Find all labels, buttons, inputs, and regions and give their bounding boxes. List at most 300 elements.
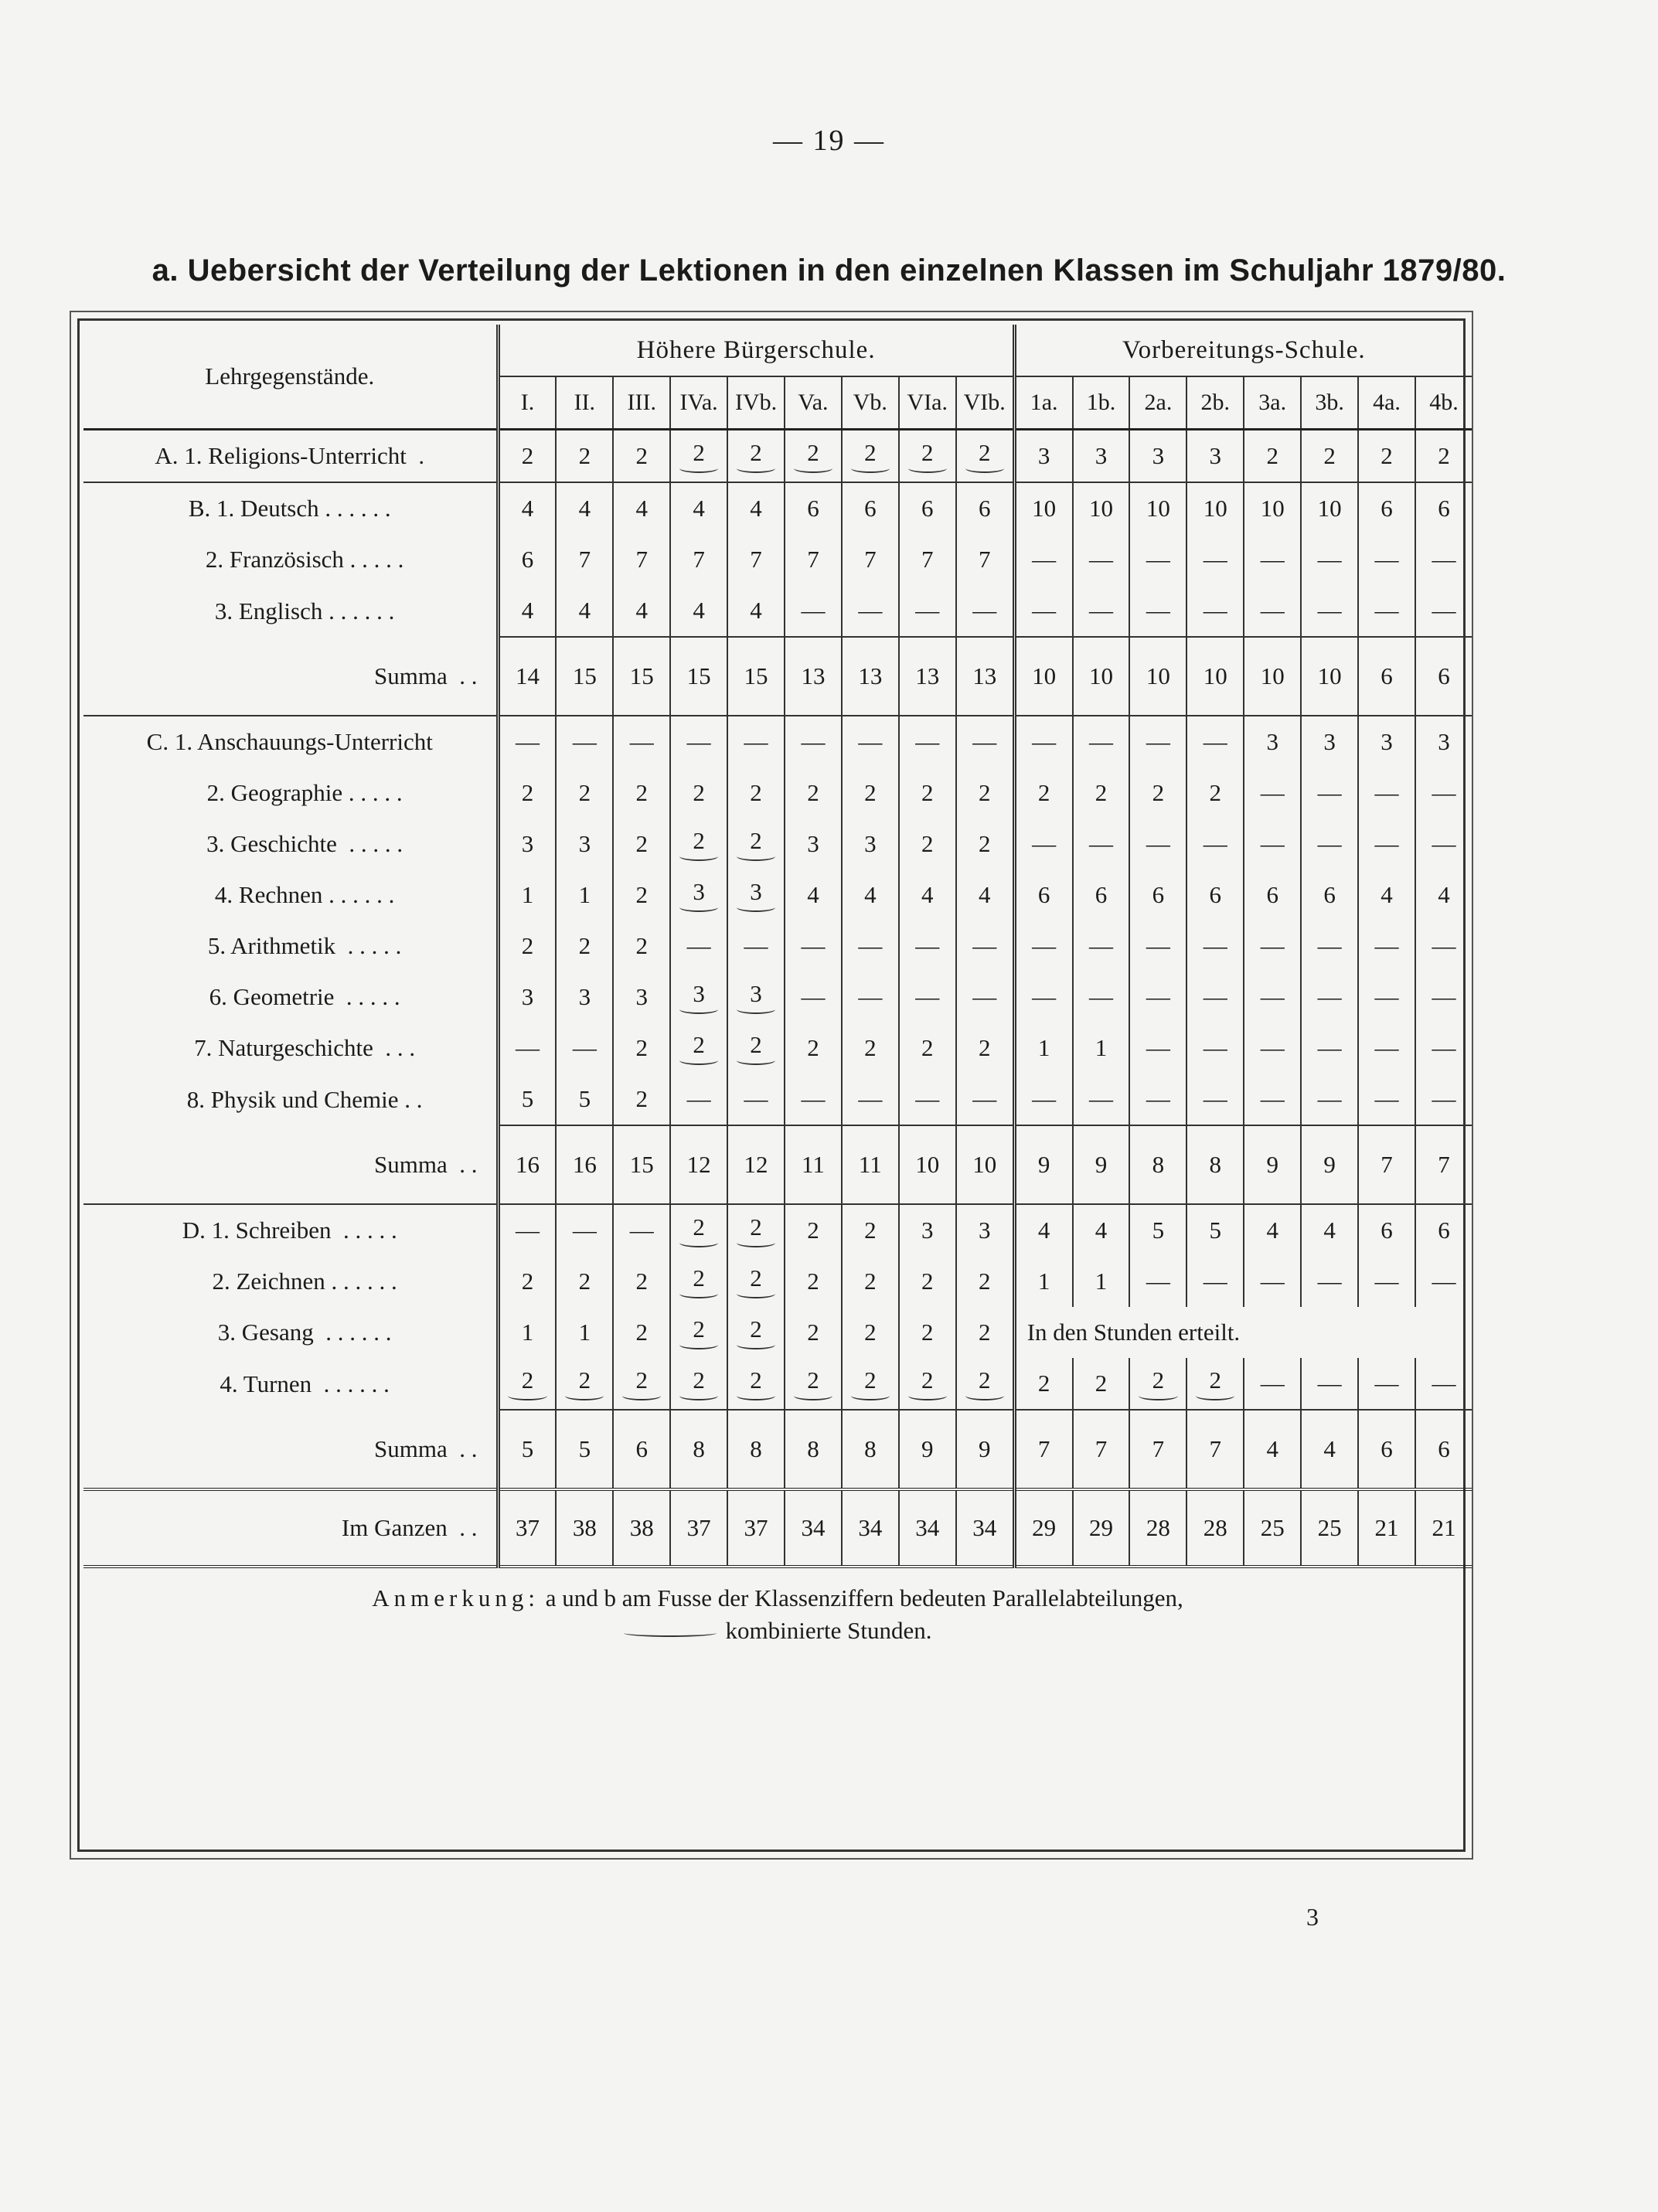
value-cell: 2	[1014, 1358, 1072, 1410]
value-cell: 2	[899, 818, 956, 869]
value-cell: 6	[1358, 637, 1415, 716]
value-cell: 2	[670, 1256, 727, 1307]
value-cell: —	[1129, 972, 1186, 1023]
value-cell: 29	[1014, 1489, 1072, 1567]
value-cell: 8	[785, 1410, 842, 1489]
value-cell: —	[956, 585, 1014, 637]
value-cell: —	[956, 921, 1014, 972]
combined-lesson-brace	[624, 1629, 717, 1637]
value-cell: 2	[670, 818, 727, 869]
value-cell: 2	[613, 1358, 670, 1410]
value-cell: 10	[899, 1125, 956, 1204]
value-cell: 16	[556, 1125, 613, 1204]
value-cell: 2	[556, 1256, 613, 1307]
value-cell: 2	[1014, 767, 1072, 818]
value-cell: 2	[899, 767, 956, 818]
value-cell: 25	[1301, 1489, 1358, 1567]
value-cell: 7	[1358, 1125, 1415, 1204]
class-header: 4b.	[1415, 376, 1472, 430]
value-cell: 4	[1014, 1204, 1072, 1256]
value-cell: —	[556, 1023, 613, 1074]
value-cell: —	[1358, 1256, 1415, 1307]
table-row	[83, 1307, 1472, 1358]
value-cell: —	[842, 585, 899, 637]
value-cell: 3	[556, 818, 613, 869]
value-cell: —	[956, 972, 1014, 1023]
value-cell: —	[1014, 921, 1072, 972]
value-cell: 2	[842, 1256, 899, 1307]
value-cell: 21	[1415, 1489, 1472, 1567]
value-cell: 2	[956, 767, 1014, 818]
value-cell: 2	[727, 767, 785, 818]
value-cell: —	[498, 1023, 556, 1074]
value-cell: —	[1244, 534, 1301, 585]
value-cell: 10	[1301, 482, 1358, 534]
class-header: II.	[556, 376, 613, 430]
value-cell: 2	[899, 430, 956, 483]
value-cell: —	[1301, 534, 1358, 585]
value-cell: —	[1073, 1074, 1130, 1125]
value-cell: 1	[498, 869, 556, 921]
value-cell: 9	[1244, 1125, 1301, 1204]
summa-row	[83, 637, 1472, 716]
value-cell: 6	[613, 1410, 670, 1489]
value-cell: 5	[498, 1074, 556, 1125]
value-cell: —	[785, 716, 842, 767]
value-cell: 2	[842, 1023, 899, 1074]
summa-label: Im Ganzen . .	[83, 1489, 498, 1567]
value-cell: 10	[1073, 482, 1130, 534]
value-cell: 6	[956, 482, 1014, 534]
subject-label: D. 1. Schreiben . . . . .	[83, 1204, 498, 1256]
value-cell: 2	[956, 1307, 1014, 1358]
value-cell: —	[1244, 818, 1301, 869]
value-cell: 2	[670, 767, 727, 818]
table-row	[83, 1204, 1472, 1256]
value-cell: —	[498, 1204, 556, 1256]
value-cell: 4	[498, 482, 556, 534]
class-header: Vb.	[842, 376, 899, 430]
value-cell: 7	[556, 534, 613, 585]
value-cell: —	[899, 972, 956, 1023]
value-cell: 2	[727, 1256, 785, 1307]
value-cell: 2	[842, 1307, 899, 1358]
value-cell: 3	[842, 818, 899, 869]
value-cell: 34	[899, 1489, 956, 1567]
subject-label: 3. Gesang . . . . . .	[188, 1319, 392, 1346]
value-cell: —	[1073, 585, 1130, 637]
value-cell: —	[842, 1074, 899, 1125]
value-cell: 10	[1129, 482, 1186, 534]
value-cell: 2	[498, 1256, 556, 1307]
value-cell: 2	[1186, 1358, 1244, 1410]
class-header: 2b.	[1186, 376, 1244, 430]
value-cell: —	[1073, 818, 1130, 869]
value-cell: 2	[727, 1358, 785, 1410]
value-cell: 6	[1415, 1410, 1472, 1489]
value-cell: 2	[785, 1358, 842, 1410]
value-cell: 2	[670, 1307, 727, 1358]
value-cell: 28	[1186, 1489, 1244, 1567]
value-cell: 12	[670, 1125, 727, 1204]
value-cell: 5	[1186, 1204, 1244, 1256]
value-cell: —	[1014, 1074, 1072, 1125]
value-cell: 10	[1073, 637, 1130, 716]
value-cell: —	[1244, 1074, 1301, 1125]
value-cell: 2	[556, 767, 613, 818]
value-cell: —	[1301, 1023, 1358, 1074]
value-cell: 2	[613, 1256, 670, 1307]
value-cell: —	[1014, 585, 1072, 637]
value-cell: 15	[727, 637, 785, 716]
value-cell: 28	[1129, 1489, 1186, 1567]
value-cell: 3	[498, 818, 556, 869]
value-cell: —	[1073, 972, 1130, 1023]
summa-label: Summa . .	[374, 662, 478, 689]
table-row	[83, 1023, 1472, 1074]
value-cell: —	[1244, 1023, 1301, 1074]
value-cell: —	[1073, 921, 1130, 972]
value-cell: —	[613, 716, 670, 767]
value-cell: —	[1073, 534, 1130, 585]
value-cell: 8	[842, 1410, 899, 1489]
value-cell: 8	[1129, 1125, 1186, 1204]
value-cell: 2	[956, 430, 1014, 483]
value-cell: —	[1129, 585, 1186, 637]
value-cell: 10	[1244, 482, 1301, 534]
value-cell: —	[1358, 972, 1415, 1023]
table-row	[83, 972, 1472, 1023]
value-cell: 2	[613, 430, 670, 483]
value-cell: —	[1014, 716, 1072, 767]
value-cell: 15	[556, 637, 613, 716]
subject-label: A. 1. Religions-Unterricht .	[83, 430, 498, 483]
value-cell: 38	[613, 1489, 670, 1567]
value-cell: 3	[1244, 716, 1301, 767]
value-cell: 38	[556, 1489, 613, 1567]
value-cell: 2	[1244, 430, 1301, 483]
value-cell: 2	[956, 818, 1014, 869]
value-cell: —	[1186, 716, 1244, 767]
value-cell: 4	[842, 869, 899, 921]
value-cell: 6	[1129, 869, 1186, 921]
value-cell: 2	[1186, 767, 1244, 818]
value-cell: 2	[727, 430, 785, 483]
value-cell: —	[556, 716, 613, 767]
value-cell: 15	[613, 637, 670, 716]
total-row	[83, 1489, 1472, 1567]
value-cell: —	[1301, 767, 1358, 818]
value-cell: —	[956, 1074, 1014, 1125]
value-cell: —	[670, 1074, 727, 1125]
value-cell: 2	[613, 818, 670, 869]
value-cell: 3	[956, 1204, 1014, 1256]
value-cell: —	[842, 716, 899, 767]
value-cell: 13	[899, 637, 956, 716]
value-cell: 4	[556, 482, 613, 534]
value-cell: 3	[1301, 716, 1358, 767]
summa-row	[83, 1125, 1472, 1204]
value-cell: 4	[1301, 1410, 1358, 1489]
subject-label: 8. Physik und Chemie . .	[156, 1085, 423, 1113]
value-cell: 37	[727, 1489, 785, 1567]
value-cell: 6	[899, 482, 956, 534]
value-cell: 10	[956, 1125, 1014, 1204]
subject-label: 2. Französisch . . . . .	[175, 546, 404, 573]
table-row	[83, 921, 1472, 972]
value-cell: 5	[556, 1410, 613, 1489]
value-cell: 2	[1129, 1358, 1186, 1410]
class-header: Va.	[785, 376, 842, 430]
value-cell: 1	[1073, 1023, 1130, 1074]
value-cell: —	[1358, 585, 1415, 637]
value-cell: 1	[1014, 1023, 1072, 1074]
value-cell: 2	[1301, 430, 1358, 483]
value-cell: 37	[498, 1489, 556, 1567]
group-header-row	[83, 325, 1472, 376]
value-cell: —	[1014, 534, 1072, 585]
value-cell: 4	[613, 585, 670, 637]
value-cell: 29	[1073, 1489, 1130, 1567]
value-cell: 16	[498, 1125, 556, 1204]
value-cell: 15	[613, 1125, 670, 1204]
value-cell: 3	[1073, 430, 1130, 483]
value-cell: 5	[556, 1074, 613, 1125]
value-cell: —	[1014, 818, 1072, 869]
value-cell: 2	[498, 767, 556, 818]
value-cell: 6	[1358, 1410, 1415, 1489]
value-cell: 7	[613, 534, 670, 585]
value-cell: 2	[613, 767, 670, 818]
value-cell: 4	[956, 869, 1014, 921]
value-cell: —	[1358, 534, 1415, 585]
value-cell: 34	[956, 1489, 1014, 1567]
value-cell: 2	[842, 430, 899, 483]
value-cell: 3	[727, 972, 785, 1023]
value-cell: 2	[556, 1358, 613, 1410]
table-row	[83, 534, 1472, 585]
value-cell: —	[1415, 972, 1472, 1023]
class-header: VIa.	[899, 376, 956, 430]
value-cell: 37	[670, 1489, 727, 1567]
value-cell: 3	[1186, 430, 1244, 483]
value-cell: 2	[785, 430, 842, 483]
value-cell: —	[899, 716, 956, 767]
class-header: IVb.	[727, 376, 785, 430]
class-header: 3a.	[1244, 376, 1301, 430]
value-cell: —	[498, 716, 556, 767]
value-cell: 7	[1014, 1410, 1072, 1489]
sheet-number: 3	[1306, 1903, 1319, 1931]
value-cell: 3	[1415, 716, 1472, 767]
value-cell: 2	[785, 1307, 842, 1358]
value-cell: —	[1186, 921, 1244, 972]
value-cell: 4	[498, 585, 556, 637]
value-cell: 2	[785, 767, 842, 818]
value-cell: —	[785, 1074, 842, 1125]
value-cell: 6	[1073, 869, 1130, 921]
value-cell: 2	[1358, 430, 1415, 483]
value-cell: 1	[498, 1307, 556, 1358]
value-cell: —	[1244, 1358, 1301, 1410]
value-cell: —	[1415, 1074, 1472, 1125]
value-cell: 7	[842, 534, 899, 585]
subject-label: C. 1. Anschauungs-Unterricht	[83, 716, 498, 767]
value-cell: 2	[899, 1256, 956, 1307]
value-cell: 2	[613, 1307, 670, 1358]
value-cell: —	[670, 716, 727, 767]
value-cell: 4	[613, 482, 670, 534]
value-cell: 9	[1301, 1125, 1358, 1204]
value-cell: —	[842, 921, 899, 972]
value-cell: 6	[1358, 482, 1415, 534]
value-cell: —	[899, 585, 956, 637]
value-cell: 10	[1014, 482, 1072, 534]
summa-label: Summa . .	[374, 1150, 478, 1178]
value-cell: —	[785, 972, 842, 1023]
value-cell: 6	[1415, 482, 1472, 534]
value-cell: 8	[1186, 1125, 1244, 1204]
value-cell: —	[1358, 1358, 1415, 1410]
class-header: VIb.	[956, 376, 1014, 430]
value-cell: 15	[670, 637, 727, 716]
value-cell: —	[613, 1204, 670, 1256]
class-header: 3b.	[1301, 376, 1358, 430]
value-cell: —	[1129, 818, 1186, 869]
value-cell: 2	[842, 1358, 899, 1410]
subject-label: B. 1. Deutsch . . . . . .	[83, 482, 498, 534]
value-cell: —	[1301, 1358, 1358, 1410]
value-cell: 9	[956, 1410, 1014, 1489]
value-cell: —	[1186, 534, 1244, 585]
value-cell: —	[1415, 1256, 1472, 1307]
value-cell: 4	[556, 585, 613, 637]
table-row	[83, 585, 1472, 637]
value-cell: —	[1129, 1023, 1186, 1074]
value-cell: 1	[556, 869, 613, 921]
value-cell: 5	[1129, 1204, 1186, 1256]
value-cell: —	[1301, 1256, 1358, 1307]
value-cell: —	[1073, 716, 1130, 767]
value-cell: 9	[1073, 1125, 1130, 1204]
value-cell: 34	[785, 1489, 842, 1567]
subject-label: 2. Zeichnen . . . . . .	[182, 1268, 397, 1295]
subject-label: 4. Rechnen . . . . . .	[185, 881, 395, 908]
class-header: 4a.	[1358, 376, 1415, 430]
value-cell: 7	[727, 534, 785, 585]
value-cell: 7	[670, 534, 727, 585]
value-cell: —	[1186, 585, 1244, 637]
value-cell: 21	[1358, 1489, 1415, 1567]
value-cell: 3	[785, 818, 842, 869]
value-cell: —	[899, 921, 956, 972]
value-cell: —	[1358, 767, 1415, 818]
value-cell: —	[1244, 585, 1301, 637]
value-cell: —	[1358, 1023, 1415, 1074]
class-header: I.	[498, 376, 556, 430]
value-cell: 1	[1014, 1256, 1072, 1307]
value-cell: 4	[1358, 869, 1415, 921]
value-cell: 4	[1244, 1410, 1301, 1489]
value-cell: 2	[670, 1358, 727, 1410]
value-cell: —	[1358, 921, 1415, 972]
value-cell: 2	[956, 1256, 1014, 1307]
value-cell: 2	[727, 818, 785, 869]
value-cell: 2	[556, 921, 613, 972]
subject-label: 7. Naturgeschichte . . .	[164, 1034, 416, 1061]
value-cell: 6	[1186, 869, 1244, 921]
value-cell: 10	[1129, 637, 1186, 716]
value-cell: —	[1301, 585, 1358, 637]
value-cell: —	[1244, 921, 1301, 972]
subject-label: 3. Englisch . . . . . .	[185, 597, 395, 624]
table-row	[83, 767, 1472, 818]
value-cell: 2	[498, 430, 556, 483]
value-cell: 25	[1244, 1489, 1301, 1567]
value-cell: 2	[899, 1307, 956, 1358]
value-cell: 10	[1244, 637, 1301, 716]
value-cell: —	[785, 585, 842, 637]
value-cell: 2	[1129, 767, 1186, 818]
value-cell: —	[1415, 1023, 1472, 1074]
value-cell: 2	[899, 1358, 956, 1410]
value-cell: —	[1129, 1256, 1186, 1307]
value-cell: —	[1415, 818, 1472, 869]
value-cell: 3	[1358, 716, 1415, 767]
remark	[83, 1567, 1472, 1661]
table-row	[83, 482, 1472, 534]
value-cell: 13	[842, 637, 899, 716]
value-cell: 7	[1129, 1410, 1186, 1489]
table-row	[83, 1256, 1472, 1307]
class-header: IVa.	[670, 376, 727, 430]
value-cell: 2	[498, 1358, 556, 1410]
value-cell: 2	[613, 869, 670, 921]
value-cell: 4	[1073, 1204, 1130, 1256]
value-cell: 4	[1301, 1204, 1358, 1256]
table-row	[83, 716, 1472, 767]
value-cell: 14	[498, 637, 556, 716]
value-cell: 2	[556, 430, 613, 483]
remark-line1: a und b am Fusse der Klassenziffern bedeuten Parallelabteilungen,	[545, 1584, 1183, 1611]
table-row	[83, 1358, 1472, 1410]
value-cell: 6	[498, 534, 556, 585]
subject-label: 4. Turnen . . . . . .	[189, 1370, 390, 1397]
value-cell: —	[1415, 534, 1472, 585]
value-cell: 2	[727, 1307, 785, 1358]
value-cell: 2	[956, 1023, 1014, 1074]
value-cell: 13	[785, 637, 842, 716]
value-cell: 2	[785, 1023, 842, 1074]
value-cell: —	[1415, 1358, 1472, 1410]
value-cell: 10	[1186, 482, 1244, 534]
value-cell: 6	[1358, 1204, 1415, 1256]
value-cell: 2	[727, 1023, 785, 1074]
value-cell: 4	[670, 482, 727, 534]
value-cell: 8	[670, 1410, 727, 1489]
value-cell: 2	[956, 1358, 1014, 1410]
value-cell: 3	[670, 869, 727, 921]
value-cell: 3	[670, 972, 727, 1023]
subject-label: 3. Geschichte . . . . .	[176, 830, 403, 857]
value-cell: 11	[785, 1125, 842, 1204]
page-number: — 19 —	[773, 124, 885, 157]
group-hoehere-buergerschule: Höhere Bürgerschule.	[498, 325, 1014, 376]
value-cell: —	[1301, 1074, 1358, 1125]
gesang-note: In den Stunden erteilt.	[1014, 1307, 1472, 1358]
value-cell: —	[727, 921, 785, 972]
value-cell: 11	[842, 1125, 899, 1204]
